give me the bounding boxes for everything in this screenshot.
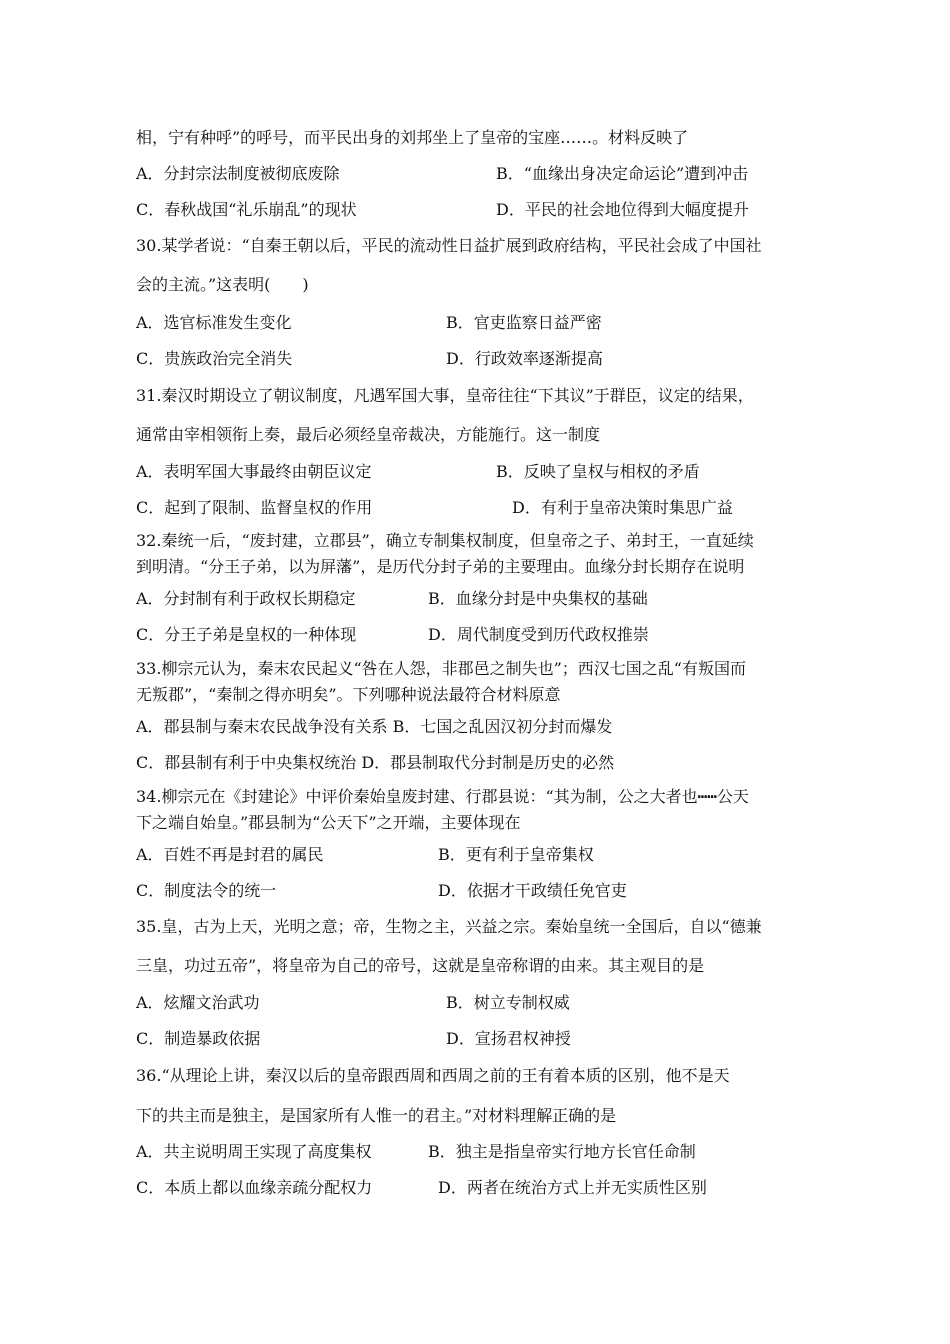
q34-stem-line1: 34.柳宗元在《封建论》中评价秦始皇废封建、行郡县说：“其为制，公之大者也┅┅公天	[136, 787, 749, 806]
q31-option-b: B．反映了皇权与相权的矛盾	[496, 462, 700, 481]
q36-stem-line1: 36.“从理论上讲，秦汉以后的皇帝跟西周和西周之前的王有着本质的区别，他不是天	[136, 1066, 730, 1085]
q32-stem-line1: 32.秦统一后，“废封建，立郡县”，确立专制集权制度，但皇帝之子、弟封王，一直延续	[136, 531, 754, 550]
q31-option-d: D．有利于皇帝决策时集思广益	[512, 498, 733, 517]
q32-option-d: D．周代制度受到历代政权推崇	[428, 625, 649, 644]
q31-stem-line1: 31.秦汉时期设立了朝议制度，凡遇军国大事，皇帝往往“下其议”于群臣，议定的结果，	[136, 386, 754, 405]
q36-option-a: A．共主说明周王实现了高度集权	[136, 1142, 372, 1161]
q33-stem-line2: 无叛郡”，“秦制之得亦明矣”。下列哪种说法最符合材料原意	[136, 685, 561, 704]
q33-stem-line1: 33.柳宗元认为，秦末农民起义“咎在人怨，非郡邑之制失也”；西汉七国之乱“有叛国而	[136, 659, 746, 678]
q35-stem-line2: 三皇，功过五帝”，将皇帝为自己的帝号，这就是皇帝称谓的由来。其主观目的是	[136, 956, 705, 975]
q32-option-b: B．血缘分封是中央集权的基础	[428, 589, 648, 608]
q34-option-d: D．依据才干政绩任免官吏	[438, 881, 627, 900]
q35-option-b: B．树立专制权威	[446, 993, 570, 1012]
q29-stem: 相，宁有种呼”的呼号，而平民出身的刘邦坐上了皇帝的宝座……。材料反映了	[136, 128, 689, 147]
q29-option-a: A．分封宗法制度被彻底废除	[136, 164, 340, 183]
q36-option-d: D．两者在统治方式上并无实质性区别	[438, 1178, 707, 1197]
q33-options-row2: C．郡县制有利于中央集权统治 D．郡县制取代分封制是历史的必然	[136, 753, 615, 772]
q36-stem-line2: 下的共主而是独主，是国家所有人惟一的君主。”对材料理解正确的是	[136, 1106, 617, 1125]
q32-option-a: A．分封制有利于政权长期稳定	[136, 589, 356, 608]
q31-option-a: A．表明军国大事最终由朝臣议定	[136, 462, 372, 481]
q30-option-a: A．选官标准发生变化	[136, 313, 292, 332]
q30-option-b: B．官吏监察日益严密	[446, 313, 602, 332]
q33-options-row1: A．郡县制与秦末农民战争没有关系 B．七国之乱因汉初分封而爆发	[136, 717, 613, 736]
q32-stem-line2: 到明清。“分王子弟，以为屏藩”，是历代分封子弟的主要理由。血缘分封长期存在说明	[136, 557, 745, 576]
q30-option-c: C．贵族政治完全消失	[136, 349, 293, 368]
q34-option-a: A．百姓不再是封君的属民	[136, 845, 324, 864]
q31-stem-line2: 通常由宰相领衔上奏，最后必须经皇帝裁决，方能施行。这一制度	[136, 425, 601, 444]
q36-option-c: C．本质上都以血缘亲疏分配权力	[136, 1178, 373, 1197]
q34-option-c: C．制度法令的统一	[136, 881, 277, 900]
q34-stem-line2: 下之端自始皇。”郡县制为“公天下”之开端，主要体现在	[136, 813, 521, 832]
q29-option-b: B．“血缘出身决定命运论”遭到冲击	[496, 164, 749, 183]
q36-option-b: B．独主是指皇帝实行地方长官任命制	[428, 1142, 696, 1161]
q35-option-d: D．宣扬君权神授	[446, 1029, 571, 1048]
q29-option-d: D．平民的社会地位得到大幅度提升	[496, 200, 749, 219]
q35-option-a: A．炫耀文治武功	[136, 993, 260, 1012]
q30-stem-line1: 30.某学者说：“自秦王朝以后，平民的流动性日益扩展到政府结构，平民社会成了中国社	[136, 236, 762, 255]
q31-option-c: C．起到了限制、监督皇权的作用	[136, 498, 373, 517]
q29-option-c: C．春秋战国“礼乐崩乱”的现状	[136, 200, 357, 219]
q34-option-b: B．更有利于皇帝集权	[438, 845, 594, 864]
q35-stem-line1: 35.皇，古为上天，光明之意；帝，生物之主，兴益之宗。秦始皇统一全国后，自以“德兼	[136, 917, 762, 936]
q30-stem-line2: 会的主流。”这表明( )	[136, 275, 309, 294]
q30-option-d: D．行政效率逐渐提高	[446, 349, 603, 368]
q35-option-c: C．制造暴政依据	[136, 1029, 261, 1048]
q32-option-c: C．分王子弟是皇权的一种体现	[136, 625, 357, 644]
